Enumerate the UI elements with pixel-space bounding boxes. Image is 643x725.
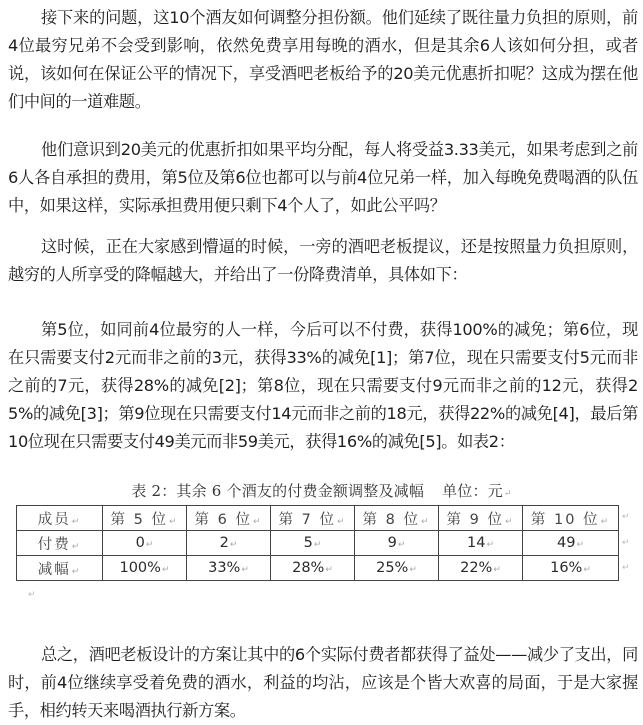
row-end-mark: ↵ [622, 563, 630, 573]
table-cell: 2↵ [187, 531, 271, 556]
fee-adjustment-table [16, 505, 619, 581]
row-label-reduction: 减幅↵ [17, 556, 103, 581]
table-cell: 22%↵ [439, 556, 523, 581]
paragraph-bartender-proposal: 这时候，正在大家感到懵逼的时候，一旁的酒吧老板提议，还是按照量力负担原则，越穷的人所享受的降幅越大，并给出了一份降费清单，具体如下： [8, 237, 638, 284]
paragraph-cost-sharing-question: 接下来的问题，这10个酒友如何调整分担份额。他们延续了既往量力负担的原则，前4位最穷兄弟不会受到影响，依然免费享用每晚的酒水，但是其余6人该如何分担，或者说，该如何在保证公平的情况下，享受酒吧老板给予的20美元优惠折扣呢？这成为摆在他们中间的一道难题。 [8, 8, 638, 111]
paragraph-equal-split: 他们意识到20美元的优惠折扣如果平均分配，每人将受益3.33美元，如果考虑到之前6人各自承担的费用，第5位及第6位也都可以与前4位兄弟一样，加入每晚免费喝酒的队伍中，如果这样，实际承担费用便只剩下4个人了，如此公平吗？ [8, 140, 638, 215]
row-label-payment: 付费↵ [17, 531, 103, 556]
table-caption-unit: 单位：元 [442, 482, 503, 500]
header-cell: 第 6 位↵ [187, 506, 271, 531]
table-cell: 25%↵ [355, 556, 439, 581]
table-row-reduction [17, 556, 619, 581]
paragraph-end-mark: ↵ [28, 590, 36, 600]
row-end-mark: ↵ [622, 512, 630, 522]
table-header-row [17, 506, 619, 531]
header-cell: 第 10 位↵ [523, 506, 619, 531]
row-end-mark: ↵ [622, 538, 630, 548]
table-cell: 100%↵ [103, 556, 187, 581]
table-cell: 49↵ [523, 531, 619, 556]
table-cell: 9↵ [355, 531, 439, 556]
table-cell: 5↵ [271, 531, 355, 556]
paragraph-mark: ↵ [503, 489, 512, 499]
table-cell: 33%↵ [187, 556, 271, 581]
table-caption [0, 480, 643, 501]
table-caption-title: 表 2：其余 6 个酒友的付费金额调整及减幅 [131, 482, 425, 500]
header-cell: 第 8 位↵ [355, 506, 439, 531]
header-cell: 第 5 位↵ [103, 506, 187, 531]
header-cell-member: 成员↵ [17, 506, 103, 531]
table-cell: 0↵ [103, 531, 187, 556]
header-cell: 第 7 位↵ [271, 506, 355, 531]
table-row-payment [17, 531, 619, 556]
table-cell: 28%↵ [271, 556, 355, 581]
header-cell: 第 9 位↵ [439, 506, 523, 531]
paragraph-conclusion: 总之，酒吧老板设计的方案让其中的6个实际付费者都获得了益处——减少了支出，同时，前4位继续享受着免费的酒水，利益的均沾，应该是个皆大欢喜的局面，于是大家握手，相约转天来喝酒执行新方案。 [8, 645, 638, 720]
table-cell: 14↵ [439, 531, 523, 556]
paragraph-reduction-list: 第5位，如同前4位最穷的人一样，今后可以不付费，获得100%的减免；第6位，现在只需要支付2元而非之前的3元，获得33%的减免[1]；第7位，现在只需要支付5元而非之前的7元，获得28%的减免[2]；第8位，现在只需要支付9元而非之前的12元，获得25%的减免[3]；第9位现在只需要支付14元而非之前的18元，获得22%的减免[4]，最后第10位现在只需要支付49美元而非59美元，获得16%的减免[5]。如表2： [8, 320, 638, 451]
table-cell: 16%↵ [523, 556, 619, 581]
